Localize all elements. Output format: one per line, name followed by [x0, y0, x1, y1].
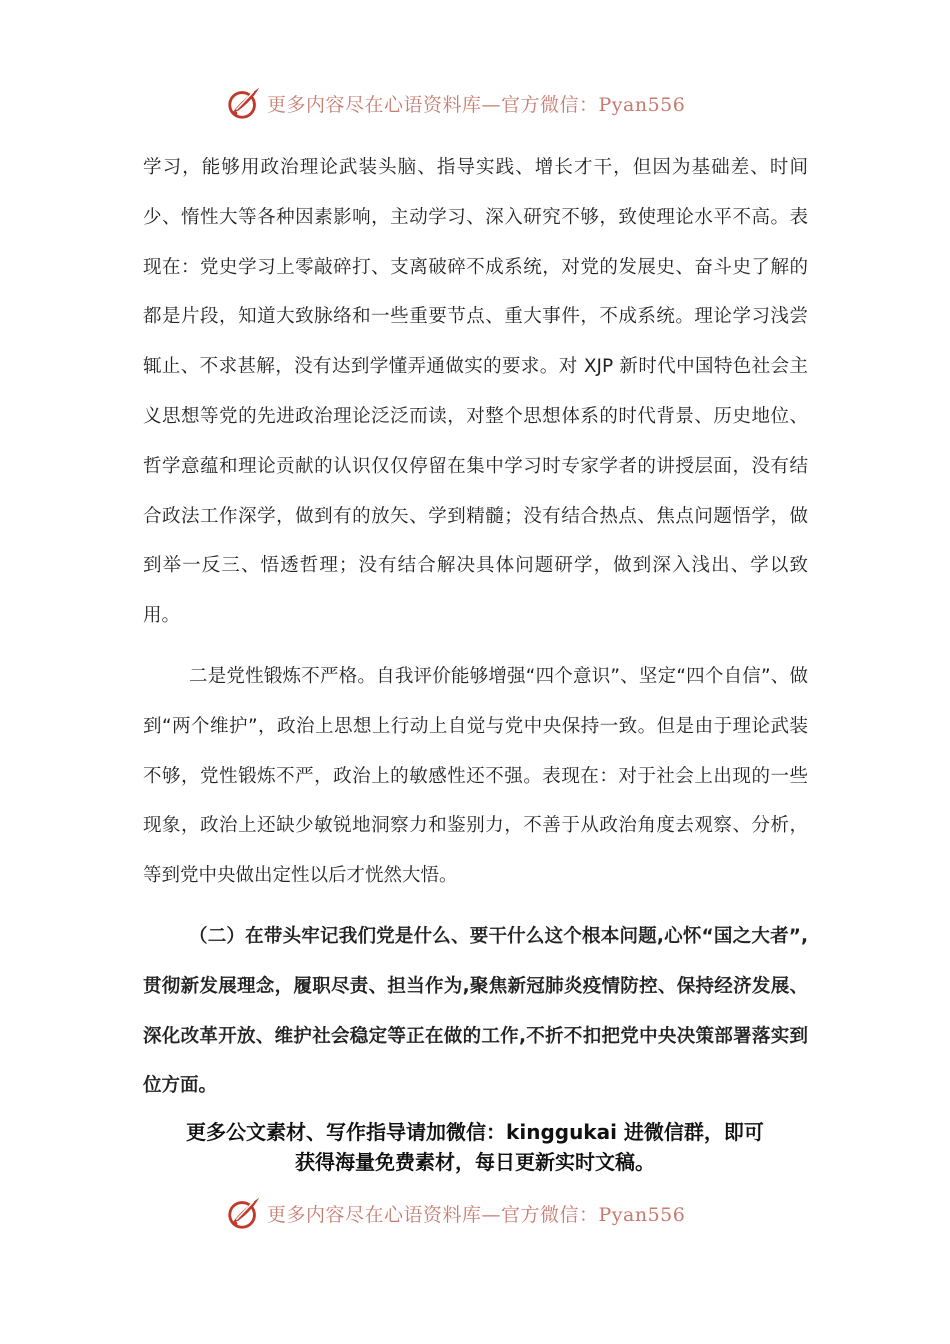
paragraph-theory-study: 学习，能够用政治理论武装头脑、指导实践、增长才干，但因为基础差、时间少、惰性大等各种因素影响，主动学习、深入研究不够，致使理论水平不高。表现在：党史学习上零敲碎打、支离破碎不成系统，对党的发展史、奋斗史了解的都是片段，知道大致脉络和一些重要节点、重大事件，不成系统。理论学习浅尝辄止、不求甚解，没有达到学懂弄通做实的要求。对 XJP 新时代中国特色社会主义思想等党的先进政治理论泛泛而读，对整个思想体系的时代背景、历史地位、哲学意蕴和理论贡献的认识仅仅停留在集中学习时专家学者的讲授层面，没有结合政法工作深学，做到有的放矢、学到精髓；没有结合热点、焦点问题悟学，做到举一反三、悟透哲理；没有结合解决具体问题研学，做到深入浅出、学以致用。	[143, 157, 808, 627]
quill-logo-icon	[225, 84, 263, 122]
wechat-notice-line-2: 获得海量免费素材，每日更新实时文稿。	[295, 1150, 655, 1174]
wechat-notice	[120, 1117, 830, 1177]
header-watermark-banner	[225, 83, 745, 123]
wechat-notice-line-1: 更多公文素材、写作指导请加微信：kinggukai 进微信群，即可	[186, 1120, 764, 1144]
section-heading-two: （二）在带头牢记我们党是什么、要干什么这个根本问题,心怀“国之大者”,贯彻新发展理念，履职尽责、担当作为,聚焦新冠肺炎疫情防控、保持经济发展、深化改革开放、维护社会稳定等正在做的工作,不折不扣把党中央决策部署落实到位方面。	[143, 925, 808, 1097]
header-watermark-text: 更多内容尽在心语资料库—官方微信：Pyan556	[267, 93, 686, 116]
footer-watermark-text: 更多内容尽在心语资料库—官方微信：Pyan556	[267, 1203, 686, 1226]
paragraph-party-discipline: 二是党性锻炼不严格。自我评价能够增强“四个意识”、坚定“四个自信”、做到“两个维护”，政治上思想上行动上自觉与党中央保持一致。但是由于理论武装不够，党性锻炼不严，政治上的敏感性还不强。表现在：对于社会上出现的一些现象，政治上还缺少敏锐地洞察力和鉴别力，不善于从政治角度去观察、分析，等到党中央做出定性以后才恍然大悟。	[143, 665, 808, 887]
document-body	[143, 143, 808, 1111]
quill-logo-icon	[225, 1194, 263, 1232]
footer-watermark-banner	[225, 1193, 745, 1233]
